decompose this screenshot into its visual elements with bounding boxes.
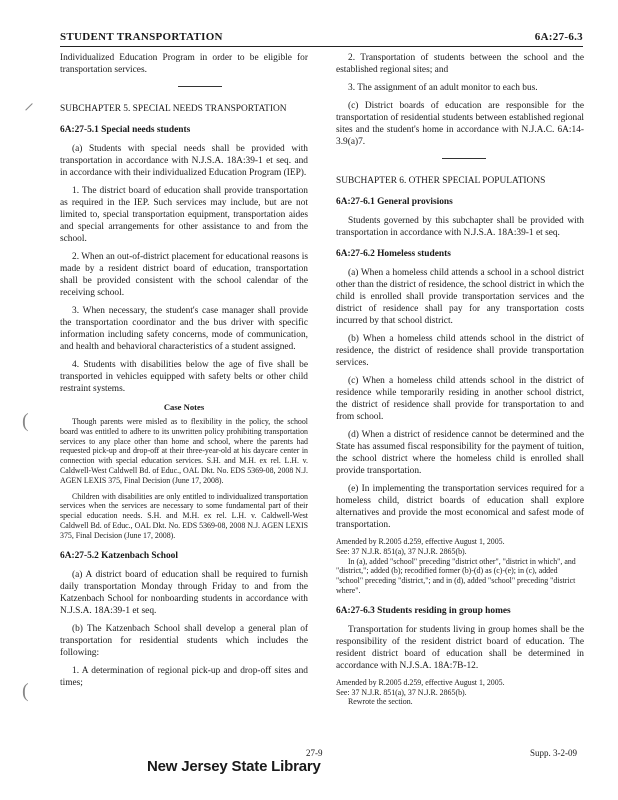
- binding-hole-mark: (: [22, 410, 29, 432]
- binding-hole-mark: ⸝: [24, 92, 34, 114]
- header-section: 6A:27-6.3: [534, 31, 583, 43]
- paragraph: Students governed by this subchapter shall be provided with transportation in accordance with N.J.S.A. 18A:39-1 et seq.: [336, 216, 584, 238]
- section-heading: 6A:27-5.1 Special needs students: [60, 125, 191, 135]
- section-heading: 6A:27-6.1 General provisions: [336, 197, 453, 207]
- page-number: 27-9: [306, 748, 323, 758]
- subchapter-heading: SUBCHAPTER 6. OTHER SPECIAL POPULATIONS: [336, 176, 546, 186]
- paragraph: Individualized Education Program in order to be eligible for transportation services.: [60, 53, 308, 75]
- running-header: [60, 28, 583, 47]
- library-stamp: New Jersey State Library: [147, 758, 321, 775]
- divider: [178, 86, 222, 87]
- paragraph: Transportation for students living in group homes shall be the responsibility of the resident district board of education. The resident district board of education shall be determined in accordance with N.J.S.A. 18A:7B-12.: [336, 624, 584, 671]
- history-line: Amended by R.2005 d.259, effective August 1, 2005.: [336, 537, 505, 546]
- paragraph: (a) Students with special needs shall be provided with transportation in accordance with N.J.S.A. 18A:39-1 et seq. and in accordance with their individualized Education Program (IEP).: [60, 144, 308, 178]
- case-notes-heading: Case Notes: [163, 402, 205, 412]
- section-heading: 6A:27-6.3 Students residing in group homes: [336, 605, 511, 616]
- paragraph: (e) In implementing the transportation services required for a homeless child, district boards of education shall explore alternatives and provide the most economical and safest mode of transportation.: [336, 484, 584, 530]
- paragraph: (a) When a homeless child attends a school in a school district other than the district of residence, the school district in which the child is enrolled shall provide transportation services and the district of residence shall pay for any transportation costs incurred by that school district.: [336, 268, 584, 326]
- paragraph: 1. A determination of regional pick-up and drop-off sites and times;: [60, 665, 308, 688]
- paragraph: (b) When a homeless child attends school in the district of residence, the district of residence shall provide transportation services.: [336, 334, 584, 368]
- history-note: [336, 537, 584, 596]
- paragraph: 2. When an out-of-district placement for educational reasons is made by a resident district board of education, transportation shall be provided consistent with the school calendar of the receiving school.: [60, 252, 308, 298]
- left-column: [60, 52, 308, 695]
- paragraph: (a) A district board of education shall be required to furnish daily transportation Monday through Friday to and from the Katzenbach School for nonboarding students in accordance with N.J.S.A. 18A:39-1 et seq.: [60, 569, 308, 616]
- supplement-date: Supp. 3-2-09: [530, 748, 577, 758]
- section-heading: 6A:27-5.2 Katzenbach School: [60, 550, 178, 561]
- paragraph: 4. Students with disabilities below the age of five shall be transported in vehicles equipped with safety belts or other child restraint systems.: [60, 360, 308, 394]
- header-title: STUDENT TRANSPORTATION: [60, 31, 223, 43]
- right-column: [336, 52, 584, 711]
- case-note: Children with disabilities are only entitled to individualized transportation services when the services are necessary to some fundamental part of their special education needs. S.H. and M.H. ex rel. L.H. v. Caldwell-West Caldwell Bd. of Educ., OAL Dkt. No. EDS 5369-08, 2008 N.J. AGEN LEXIS 375, Final Decision (June 17, 2008).: [60, 491, 308, 540]
- history-line: Rewrote the section.: [348, 697, 413, 707]
- subchapter-heading: SUBCHAPTER 5. SPECIAL NEEDS TRANSPORTATION: [60, 104, 287, 114]
- divider: [442, 158, 486, 159]
- history-line: See: 37 N.J.R. 851(a), 37 N.J.R. 2865(b).: [336, 546, 467, 556]
- paragraph: 1. The district board of education shall provide transportation as required in the IEP. Such services may include, but are not limited to, special transportation equipment, transportation aides and special arrangements for other assistance to and from the school.: [60, 186, 308, 244]
- history-line: See: 37 N.J.R. 851(a), 37 N.J.R. 2865(b).: [336, 687, 467, 697]
- paragraph: 2. Transportation of students between the school and the established regional sites; and: [336, 53, 584, 75]
- paragraph: (c) District boards of education are responsible for the transportation of residential students between established regional sites and the student's home in accordance with N.J.A.C. 6A:14-3.9(a)7.: [336, 101, 584, 147]
- history-line: Amended by R.2005 d.259, effective August 1, 2005.: [336, 677, 505, 687]
- paragraph: (b) The Katzenbach School shall develop a general plan of transportation for residential students which includes the following:: [60, 623, 308, 658]
- paragraph: 3. When necessary, the student's case manager shall provide the transportation coordinator and the bus driver with specific information including safety concerns, mode of communication, and health and behavioral characteristics of a student assigned.: [60, 306, 308, 352]
- binding-hole-mark: (: [22, 680, 29, 702]
- section-heading: 6A:27-6.2 Homeless students: [336, 249, 451, 259]
- paragraph: (d) When a district of residence cannot be determined and the State has assumed fiscal responsibility for the payment of tuition, the school district where the homeless child is enrolled shall provide transportation.: [336, 430, 584, 476]
- paragraph: (c) When a homeless child attends school in the district of residence while temporarily residing in another school district, the district of residence shall provide for transportation to and from school.: [336, 376, 584, 422]
- history-line: In (a), added "school" preceding "district other", "district in which", and "district,"; added (b); recodified former (b)-(d) as (c)-(e); in (c), added "school" preceding "district,"; and in (d), added "school" preceding "district where".: [336, 556, 576, 595]
- paragraph: 3. The assignment of an adult monitor to each bus.: [348, 83, 538, 93]
- case-note: Though parents were misled as to flexibility in the policy, the school board was entitled to adhere to its unwritten policy prohibiting transportation services to any place other than home and school, where the parents had requested pick-up and drop-off at their three-year-old at his daycare center in connection with special education services. S.H. and M.H. ex rel. L.H. v. Caldwell-West Caldwell Bd. of Educ., OAL Dkt. No. EDS 5369-08, 2008 N.J. AGEN LEXIS 375, Final Decision (June 17, 2008).: [60, 417, 308, 485]
- history-note: [336, 678, 584, 707]
